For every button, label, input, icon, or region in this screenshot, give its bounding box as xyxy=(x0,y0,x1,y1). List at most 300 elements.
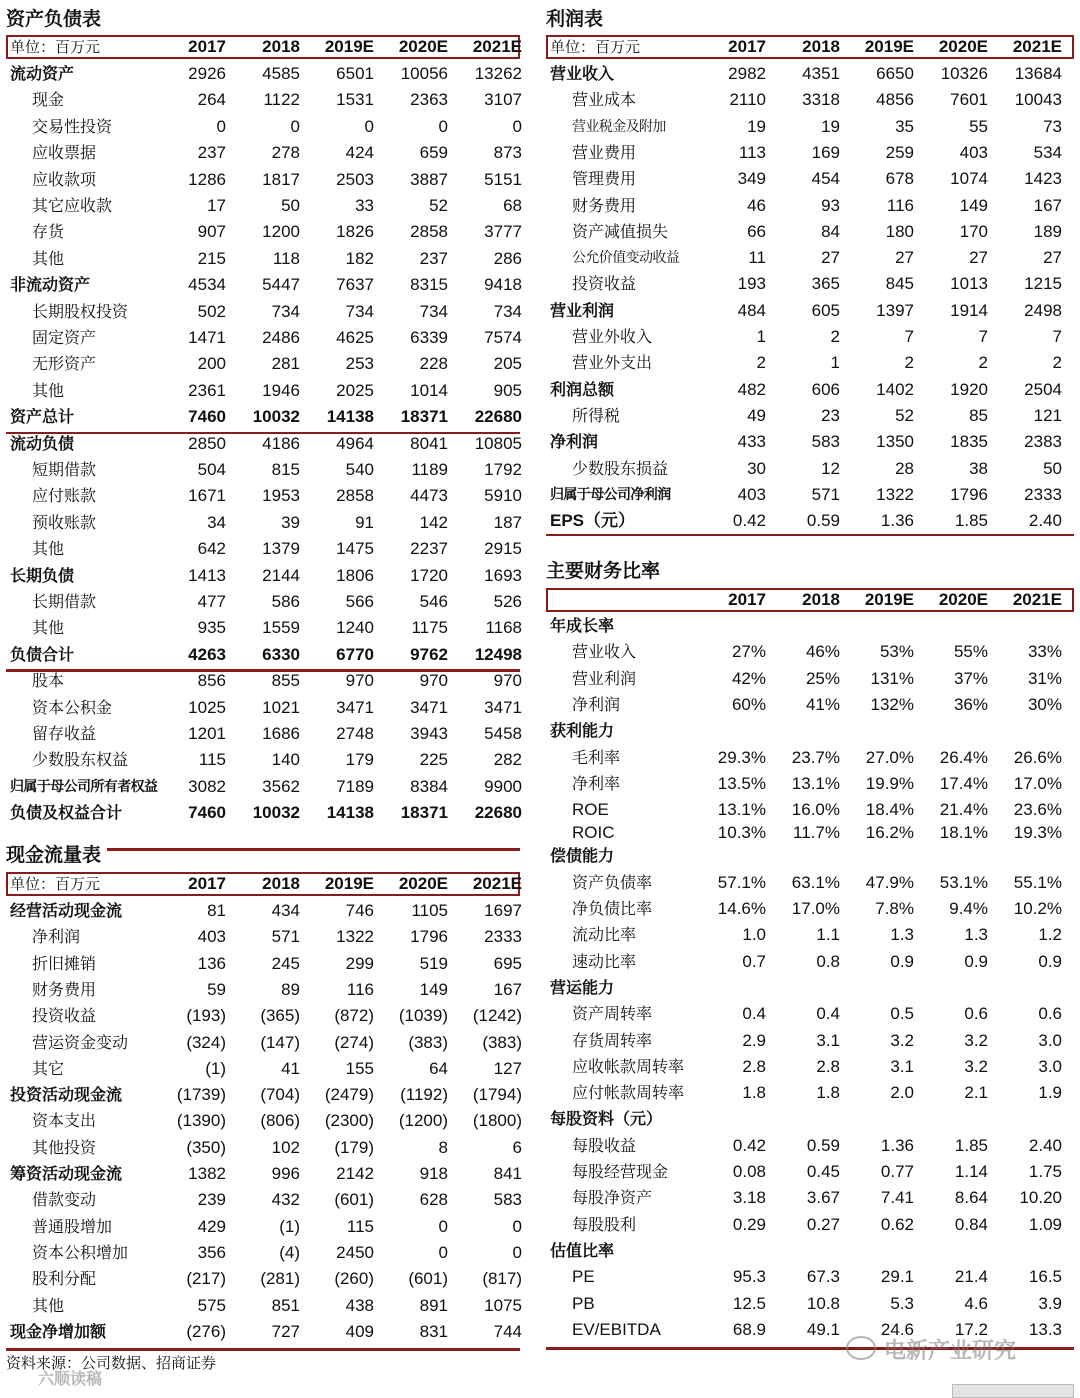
row-label: 投资收益 xyxy=(32,1006,97,1026)
row-value: 575 xyxy=(197,1295,226,1315)
row-value: 55% xyxy=(953,642,988,662)
row-value: 7574 xyxy=(484,328,522,347)
row-value: 484 xyxy=(737,300,766,320)
row-value: 12498 xyxy=(474,644,522,664)
row-value: 225 xyxy=(419,750,448,770)
row-value: 205 xyxy=(493,354,522,374)
row-label: 营业费用 xyxy=(572,142,637,162)
row-value: 67.3 xyxy=(806,1267,840,1287)
table-row xyxy=(546,896,1074,922)
table-header-row xyxy=(546,34,1074,60)
row-value: 113 xyxy=(738,142,766,162)
row-value: 424 xyxy=(345,143,374,163)
row-value: 1475 xyxy=(336,539,374,559)
row-value: (4) xyxy=(279,1242,300,1262)
row-value: (365) xyxy=(260,1006,300,1026)
row-value: 180 xyxy=(885,221,914,241)
row-value: 37% xyxy=(953,668,988,688)
table-row xyxy=(546,350,1074,376)
row-value: 8384 xyxy=(410,776,448,796)
row-value: (1) xyxy=(205,1058,226,1078)
row-value: 46 xyxy=(747,195,766,215)
row-value: 27.0% xyxy=(865,747,914,767)
row-value: 10.2% xyxy=(1013,899,1062,918)
row-value: 13.1% xyxy=(717,800,766,820)
row-value: 1.0 xyxy=(742,925,766,945)
row-value: 29.3% xyxy=(717,747,766,767)
row-value: 3.18 xyxy=(732,1188,766,1208)
table-row xyxy=(6,193,520,219)
row-value: 25% xyxy=(805,668,840,688)
table-row xyxy=(546,87,1074,113)
row-value: 2 xyxy=(1052,353,1062,373)
row-value: 4351 xyxy=(802,64,840,83)
row-value: 3107 xyxy=(484,90,522,110)
row-value: 22680 xyxy=(474,407,522,427)
row-value: 1.36 xyxy=(880,511,914,531)
year-header: 2017 xyxy=(188,874,226,893)
row-value: 55.1% xyxy=(1013,872,1062,892)
table-header-row xyxy=(6,871,520,897)
row-value: 23.7% xyxy=(791,747,840,767)
row-value: 1014 xyxy=(410,380,448,400)
table-row xyxy=(546,1054,1074,1080)
row-value: 0.8 xyxy=(816,951,840,971)
row-value: 1920 xyxy=(950,379,988,399)
row-value: 1.75 xyxy=(1028,1162,1062,1181)
table-row xyxy=(6,167,520,193)
table-row xyxy=(6,140,520,166)
row-value: 3471 xyxy=(336,697,374,717)
row-label: 偿债能力 xyxy=(550,846,615,866)
row-label: 交易性投资 xyxy=(32,116,113,136)
row-label: 资本支出 xyxy=(32,1111,97,1131)
table-row xyxy=(6,563,520,589)
row-value: 0 xyxy=(512,116,522,136)
table-row xyxy=(546,377,1074,403)
table-row xyxy=(6,404,520,430)
row-value: 2.0 xyxy=(890,1083,914,1103)
row-label: 公允价值变动收益 xyxy=(572,250,680,267)
row-label: 速动比率 xyxy=(572,951,637,971)
table-row xyxy=(6,977,520,1003)
row-value: 1697 xyxy=(484,901,522,920)
row-value: (872) xyxy=(334,1006,374,1026)
row-value: 115 xyxy=(346,1216,374,1236)
row-value: 121 xyxy=(1033,405,1062,425)
row-label: 应收帐款周转率 xyxy=(572,1056,685,1076)
row-value: 2498 xyxy=(1024,300,1062,320)
row-value: 5151 xyxy=(484,169,522,189)
row-value: 13684 xyxy=(1014,64,1062,83)
row-value: 0 xyxy=(512,1216,522,1236)
table-row xyxy=(546,843,1074,869)
row-value: 16.0% xyxy=(791,800,840,820)
row-value: 583 xyxy=(493,1190,522,1210)
ratios-title: 主要财务比率 xyxy=(546,560,661,582)
row-label: 营业成本 xyxy=(572,90,637,110)
row-value: 18371 xyxy=(400,407,448,427)
row-value: 1.9 xyxy=(1038,1083,1062,1103)
row-value: 278 xyxy=(271,143,300,163)
row-value: 1.14 xyxy=(954,1162,988,1181)
row-value: 27% xyxy=(731,642,766,662)
row-label: 负债及权益合计 xyxy=(10,803,123,823)
table-row xyxy=(546,1001,1074,1027)
year-header: 2019E xyxy=(324,874,374,893)
row-label: 营运能力 xyxy=(550,977,615,997)
row-label: 毛利率 xyxy=(572,747,621,767)
row-value: 2142 xyxy=(336,1164,374,1183)
row-value: 200 xyxy=(197,354,226,374)
row-value: 167 xyxy=(493,979,522,999)
row-value: 2144 xyxy=(262,565,300,585)
row-label: 资产负债率 xyxy=(572,872,653,892)
row-value: 970 xyxy=(493,671,522,691)
row-value: 35 xyxy=(895,116,914,136)
row-value: 6501 xyxy=(336,64,374,83)
row-value: 118 xyxy=(272,248,300,268)
row-value: (1200) xyxy=(398,1111,448,1131)
unit-label: 单位：百万元 xyxy=(10,38,101,56)
unit-label: 单位：百万元 xyxy=(550,38,641,56)
row-value: 60% xyxy=(731,694,766,714)
row-value: 1021 xyxy=(262,697,300,717)
row-value: 10.8 xyxy=(806,1293,840,1313)
table-row xyxy=(6,325,520,351)
table-row xyxy=(6,1214,520,1240)
row-label: ROIC xyxy=(572,823,615,843)
row-value: 66 xyxy=(747,221,766,241)
row-value: 0.45 xyxy=(806,1162,840,1181)
row-value: 1693 xyxy=(484,565,522,585)
row-value: 2333 xyxy=(484,927,522,947)
table-row xyxy=(6,87,520,113)
row-value: (179) xyxy=(334,1137,374,1157)
row-value: 10043 xyxy=(1014,90,1062,110)
row-value: 59 xyxy=(207,979,226,999)
row-value: 583 xyxy=(811,432,840,452)
row-value: 7 xyxy=(978,327,988,346)
row-label: 股本 xyxy=(32,671,65,691)
row-value: 10056 xyxy=(400,64,448,83)
year-header: 2018 xyxy=(802,590,840,609)
row-label: 其他 xyxy=(32,539,65,559)
row-value: 2 xyxy=(978,353,988,373)
row-label: 资本公积增加 xyxy=(32,1242,129,1262)
income-statement-title: 利润表 xyxy=(546,8,604,30)
row-value: 84 xyxy=(821,221,840,241)
row-value: 1122 xyxy=(263,90,300,110)
table-row xyxy=(6,536,520,562)
row-value: 2.8 xyxy=(742,1056,766,1076)
row-value: 0 xyxy=(216,116,226,136)
row-label: 其它应收款 xyxy=(32,196,113,215)
row-label: 普通股增加 xyxy=(32,1216,113,1236)
row-label: 净利润 xyxy=(550,432,599,452)
row-value: 6650 xyxy=(876,64,914,83)
table-row xyxy=(546,61,1074,87)
row-value: 0.7 xyxy=(742,951,766,971)
row-value: 3.0 xyxy=(1038,1056,1062,1076)
row-value: 1792 xyxy=(484,460,522,479)
table-row xyxy=(546,324,1074,350)
row-value: 1322 xyxy=(876,484,914,504)
row-value: 2504 xyxy=(1024,379,1062,399)
row-label: 流动比率 xyxy=(572,925,637,945)
row-value: 167 xyxy=(1033,195,1062,215)
row-value: 7460 xyxy=(188,803,226,823)
row-value: 13.3 xyxy=(1028,1319,1062,1339)
row-label: 其他投资 xyxy=(32,1137,97,1157)
row-label: 折旧摊销 xyxy=(32,953,97,973)
row-value: 659 xyxy=(419,143,448,163)
row-value: 17.0% xyxy=(1013,773,1062,793)
row-label: 其他 xyxy=(32,1295,65,1315)
row-value: (274) xyxy=(334,1032,374,1052)
row-value: 9762 xyxy=(410,644,448,664)
table-row xyxy=(546,1080,1074,1106)
row-value: 30% xyxy=(1027,694,1062,714)
row-value: 1914 xyxy=(950,300,988,320)
row-value: 1423 xyxy=(1024,169,1062,189)
row-label: 营业外支出 xyxy=(572,353,653,373)
row-value: 81 xyxy=(207,901,226,920)
row-label: EPS（元） xyxy=(550,511,636,531)
row-value: 1796 xyxy=(410,927,448,947)
row-label: 每股股利 xyxy=(572,1214,637,1234)
row-value: 4625 xyxy=(336,328,374,347)
watermark-left: 六顺读稿 xyxy=(38,1369,103,1388)
row-value: 17 xyxy=(207,196,226,215)
row-value: 1 xyxy=(830,353,840,373)
table-row xyxy=(546,1264,1074,1290)
row-label: 其他 xyxy=(32,380,65,400)
row-label: 无形资产 xyxy=(32,354,97,374)
year-header: 2021E xyxy=(472,37,522,56)
row-value: 1826 xyxy=(336,222,374,242)
row-value: 349 xyxy=(737,169,766,189)
row-value: (383) xyxy=(482,1032,522,1052)
year-header: 2018 xyxy=(802,37,840,56)
row-value: 14.6% xyxy=(717,899,766,918)
row-value: 4856 xyxy=(876,90,914,110)
table-row xyxy=(6,589,520,615)
year-header: 2017 xyxy=(728,37,766,56)
table-row xyxy=(546,1212,1074,1238)
row-value: 0.42 xyxy=(732,1135,766,1155)
table-row xyxy=(546,1028,1074,1054)
row-value: 85 xyxy=(969,405,988,425)
row-value: 17.4% xyxy=(939,773,988,793)
row-label: PE xyxy=(572,1267,595,1287)
row-value: (2479) xyxy=(324,1085,374,1105)
row-value: 2.1 xyxy=(964,1083,988,1103)
row-label: 现金 xyxy=(32,90,65,110)
row-label: 资产总计 xyxy=(10,407,75,427)
row-value: 1168 xyxy=(485,618,522,638)
row-value: 11.7% xyxy=(793,823,840,843)
table-row xyxy=(6,351,520,377)
row-value: 970 xyxy=(345,671,374,691)
row-value: 4964 xyxy=(336,433,374,453)
row-value: 0.9 xyxy=(1038,951,1062,971)
table-row xyxy=(6,272,520,298)
table-row xyxy=(6,219,520,245)
row-value: 2926 xyxy=(188,64,226,83)
row-value: 1382 xyxy=(188,1164,226,1183)
row-value: 403 xyxy=(737,484,766,504)
row-value: 1.36 xyxy=(880,1135,914,1155)
row-value: 5910 xyxy=(484,486,522,506)
row-value: (1242) xyxy=(472,1006,522,1026)
row-label: 留存收益 xyxy=(32,724,97,743)
row-value: 586 xyxy=(271,592,300,611)
row-value: 1953 xyxy=(262,486,300,506)
row-value: 41 xyxy=(281,1058,300,1078)
row-value: 403 xyxy=(197,927,226,947)
row-value: 996 xyxy=(271,1164,300,1183)
row-value: 18.4% xyxy=(865,800,914,820)
row-value: 434 xyxy=(271,901,300,920)
year-header: 2021E xyxy=(1012,37,1062,56)
row-value: 2858 xyxy=(410,222,448,242)
table-row xyxy=(6,800,520,826)
row-value: 5447 xyxy=(262,275,300,295)
row-value: 17.0% xyxy=(791,899,840,918)
table-row xyxy=(6,747,520,773)
row-value: 34 xyxy=(207,512,226,532)
row-value: 1531 xyxy=(336,90,374,110)
row-value: 9.4% xyxy=(949,899,988,918)
row-value: 8315 xyxy=(410,275,448,295)
row-value: 734 xyxy=(419,301,448,321)
table-row xyxy=(546,1133,1074,1159)
row-label: 管理费用 xyxy=(572,169,637,189)
row-value: 1806 xyxy=(336,565,374,585)
row-value: 131% xyxy=(870,668,914,688)
table-row xyxy=(546,949,1074,975)
table-row xyxy=(546,870,1074,896)
row-value: 1835 xyxy=(950,432,988,452)
row-label: 营运资金变动 xyxy=(32,1032,129,1052)
row-value: 1379 xyxy=(262,539,300,559)
row-value: 142 xyxy=(419,512,448,532)
row-label: 存货周转率 xyxy=(572,1030,653,1050)
table-row xyxy=(546,692,1074,718)
row-value: 8.64 xyxy=(954,1188,988,1208)
row-value: 13.1% xyxy=(791,773,840,793)
row-value: 0.5 xyxy=(890,1004,914,1024)
table-row xyxy=(546,718,1074,744)
row-value: 429 xyxy=(197,1216,226,1236)
row-value: 0 xyxy=(290,116,300,136)
table-row xyxy=(546,166,1074,192)
row-value: 10.20 xyxy=(1019,1188,1062,1208)
row-value: 27 xyxy=(821,248,840,268)
table-row xyxy=(6,642,520,668)
row-value: 149 xyxy=(419,979,448,999)
row-value: 1215 xyxy=(1024,274,1062,294)
table-row xyxy=(546,666,1074,692)
row-label: PB xyxy=(572,1293,595,1313)
row-value: 7189 xyxy=(336,776,374,796)
row-value: 52 xyxy=(895,405,914,425)
row-value: 127 xyxy=(493,1058,522,1078)
row-label: 其他 xyxy=(32,618,65,638)
row-value: 409 xyxy=(345,1321,374,1341)
row-label: 少数股东权益 xyxy=(32,750,129,770)
row-value: 11 xyxy=(748,248,766,268)
year-header: 2019E xyxy=(864,590,914,609)
row-value: 9418 xyxy=(484,275,522,295)
row-value: 47.9% xyxy=(865,872,914,892)
row-value: 2450 xyxy=(336,1242,374,1262)
row-value: 2110 xyxy=(729,90,766,110)
row-value: 605 xyxy=(811,300,840,320)
table-row xyxy=(546,975,1074,1001)
row-value: 187 xyxy=(493,512,522,532)
table-row xyxy=(6,1082,520,1108)
row-value: 734 xyxy=(345,301,374,321)
table-row xyxy=(6,615,520,641)
row-value: 19.3% xyxy=(1013,823,1062,843)
row-value: 482 xyxy=(737,379,766,399)
table-row xyxy=(6,695,520,721)
row-value: 16.2% xyxy=(865,823,914,843)
row-value: 7.41 xyxy=(880,1188,914,1208)
row-label: 投资收益 xyxy=(572,274,637,294)
row-value: 91 xyxy=(355,512,374,532)
row-label: 财务费用 xyxy=(32,979,97,999)
row-value: 2 xyxy=(904,353,914,373)
row-value: 26.4% xyxy=(939,747,988,767)
row-value: 0.9 xyxy=(890,951,914,971)
table-row xyxy=(6,457,520,483)
row-value: 93 xyxy=(821,195,840,215)
row-value: 855 xyxy=(271,671,300,691)
row-value: 628 xyxy=(419,1190,448,1210)
row-value: 3562 xyxy=(262,776,300,796)
row-value: 169 xyxy=(811,142,840,162)
row-value: 2915 xyxy=(484,539,522,559)
row-value: 1.8 xyxy=(742,1083,766,1103)
row-value: 0.9 xyxy=(964,951,988,971)
row-value: 14138 xyxy=(326,407,374,427)
row-value: 3.67 xyxy=(806,1188,840,1208)
row-value: 3.0 xyxy=(1038,1030,1062,1050)
table-row xyxy=(6,246,520,272)
row-label: 所得税 xyxy=(572,405,621,425)
row-value: (281) xyxy=(260,1269,300,1289)
row-value: 26.6% xyxy=(1013,747,1062,767)
table-row xyxy=(6,1266,520,1292)
table-row xyxy=(6,1030,520,1056)
row-label: 归属于母公司净利润 xyxy=(550,486,671,503)
row-label: 获利能力 xyxy=(550,721,615,741)
corner-tab xyxy=(952,1384,1074,1398)
row-value: 1.85 xyxy=(954,1135,988,1155)
table-row xyxy=(546,298,1074,324)
row-value: (704) xyxy=(260,1085,300,1105)
balance-sheet-title: 资产负债表 xyxy=(6,8,102,30)
row-value: 1.8 xyxy=(816,1083,840,1103)
row-value: 0.84 xyxy=(954,1214,988,1234)
table-row xyxy=(546,639,1074,665)
table-row xyxy=(6,924,520,950)
row-label: 长期借款 xyxy=(32,592,97,611)
row-value: 0.59 xyxy=(806,511,840,531)
